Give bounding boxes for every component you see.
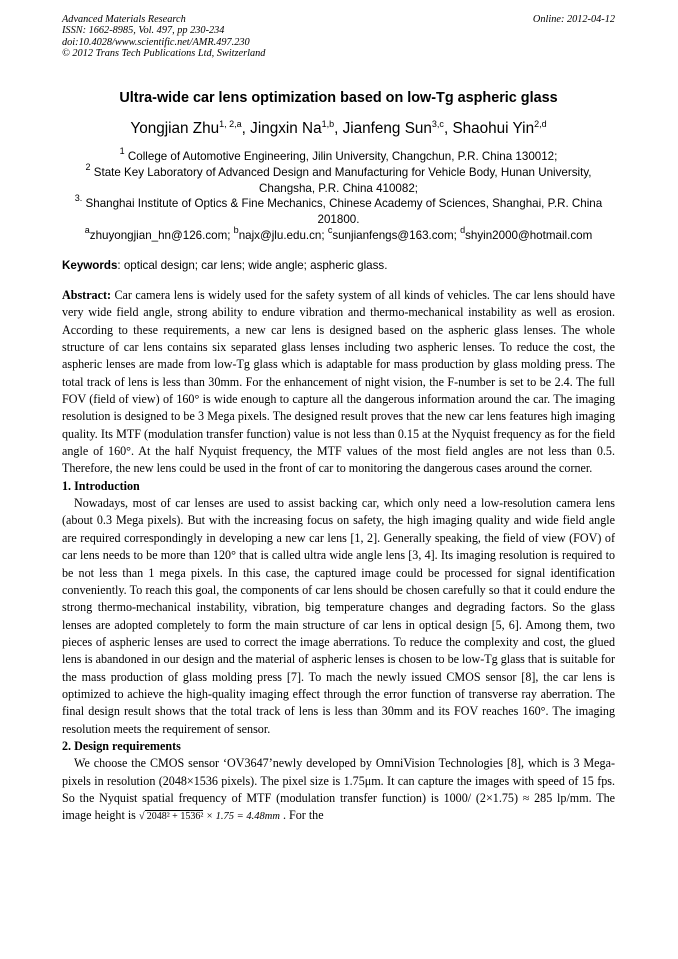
affiliation-3: $^{3.}$ Shanghai Institute of Optics & Fine Mechanics, Chinese Academy of Sciences, Shanghai, P.R. China 201800. xyxy=(74,193,603,227)
abstract-label: Abstract: xyxy=(62,288,112,302)
author: Shaohui Yin$^{2,d}$ xyxy=(452,119,547,137)
affiliations xyxy=(62,146,615,244)
doi-line: doi:10.4028/www.scientific.net/AMR.497.230 xyxy=(62,36,250,48)
email-link[interactable]: zhuyongjian_hn@126.com; xyxy=(89,228,234,242)
author-list xyxy=(62,120,615,138)
journal-name: Advanced Materials Research xyxy=(62,14,186,25)
abstract xyxy=(62,287,615,478)
keywords-label: Keywords xyxy=(62,259,118,272)
author: Yongjian Zhu$^{1, 2,a}$, xyxy=(130,119,251,137)
email-link[interactable]: najx@jlu.edu.cn; xyxy=(238,228,328,242)
image-height-formula: √ 2048² + 1536² × 1.75 = 4.48mm xyxy=(138,811,280,823)
keywords-text: : optical design; car lens; wide angle; aspheric glass. xyxy=(117,259,388,272)
online-date: Online: 2012-04-12 xyxy=(532,14,615,25)
paper-body xyxy=(62,287,615,826)
abstract-text: Car camera lens is widely used for the safety system of all kinds of vehicles. The car lens should have very wide field angle, strong ability to endure vibration and thermo-mechanical instability as well as erosion. According to these requirements, a new car lens is designed based on the aspheric glass lenses. The whole structure of car lens contains six separated glass lenses including two aspheric lenses. To reduce the cost, the aspheric lenses are made from low-Tg glass which is adaptable for mass production by glass molding press. The total track of lens is less than 30mm. For the enhancement of night vision, the F-number is set to be 2.4. The full FOV (field of view) of 160° is wide enough to capture all the dangerous information around the car. The imaging resolution is designed to be 3 Mega pixels. The designed result proves that the new car lens features high imaging quality. Its MTF (modulation transfer function) value is not less than 0.15 at the Nyquist frequency as for the field angle of 160°. At the half Nyquist frequency, the MTF values of the most field angles are not less than 0.5. Therefore, the new lens could be used in the front of car to monitoring the dangerous cases around the corner. xyxy=(62,288,615,476)
design-requirements-paragraph: We choose the CMOS sensor ‘OV3647’newly developed by OmniVision Technologies [8], which is 3 Mega-pixels in resolution (2048×1536 pixels). The pixel size is 1.75μm. It can capture the images with speed of 15 fps. So the Nyquist spatial frequency of MTF (modulation transfer function) is 1000/ (2×1.75) ≈ 285 lp/mm. The image height is √ 2048² + 1536² × 1.75 = 4.48mm . For the xyxy=(62,756,615,823)
paper-title: Ultra-wide car lens optimization based on low-Tg aspheric glass xyxy=(119,90,558,106)
keywords xyxy=(62,258,615,274)
journal-header xyxy=(62,14,265,60)
email-link[interactable]: shyin2000@hotmail.com xyxy=(465,228,593,242)
affiliation-1: $^1$ College of Automotive Engineering, Jilin University, Changchun, P.R. China 130012; xyxy=(119,146,558,163)
introduction-paragraph: Nowadays, most of car lenses are used to assist backing car, which only need a low-resolution camera lens (about 0.3 Mega pixels). But with the increasing focus on safety, the high imaging quality and wide field angle are required correspondingly in developing a new car lens [1, 2]. Generally speaking, the field of view (FOV) of car lens needs to be more than 120° that is called ultra wide angle lens [3, 4]. Its imaging resolution is required to be not less than 1 mega pixels. In this case, the captured image could be processed for signal identification conveniently. To reach this goal, the components of car lens should be chosen carefully so that it could endure the strong thermo-mechanical instability, vibration, big temperature changes and degrading factors. So the glass lenses are adopted completely to form the main structure of car lens in optical design [5, 6]. Among them, two pieces of aspheric lenses are used to correct the image aberrations. To reduce the complexity and cost, the glued lens is abandoned in our design and the material of aspheric lenses is chosen to be low-Tg glass that is suitable for the mass production of glass molding press [7]. To mach the newly issued CMOS sensor [8], the car lens is optimized to achieve the high-quality imaging effect through the error function of transverse ray aberration. The final design result shows that the total track of lens is less than 30mm and its FOV reaches 160°. The imaging resolution meets the requirement of sensor. xyxy=(62,496,615,736)
email-list: $^a$zhuyongjian_hn@126.com; $^b$najx@jlu.edu.cn; $^c$sunjianfengs@163.com; $^d$shyin2000@hotmail.com xyxy=(84,224,593,242)
author: Jianfeng Sun$^{3,c}$, xyxy=(342,119,453,137)
email-link[interactable]: sunjianfengs@163.com; xyxy=(332,228,461,242)
author: Jingxin Na$^{1,b}$, xyxy=(250,119,343,137)
section-heading-design-requirements: 2. Design requirements xyxy=(62,738,181,753)
copyright-line: © 2012 Trans Tech Publications Ltd, Switzerland xyxy=(62,48,266,60)
issn-line: ISSN: 1662-8985, Vol. 497, pp 230-234 xyxy=(62,25,225,37)
affiliation-2: $^2$ State Key Laboratory of Advanced Design and Manufacturing for Vehicle Body, Hunan University, Changsha, P.R. China 410082; xyxy=(85,161,592,195)
section-heading-introduction: 1. Introduction xyxy=(62,478,140,493)
